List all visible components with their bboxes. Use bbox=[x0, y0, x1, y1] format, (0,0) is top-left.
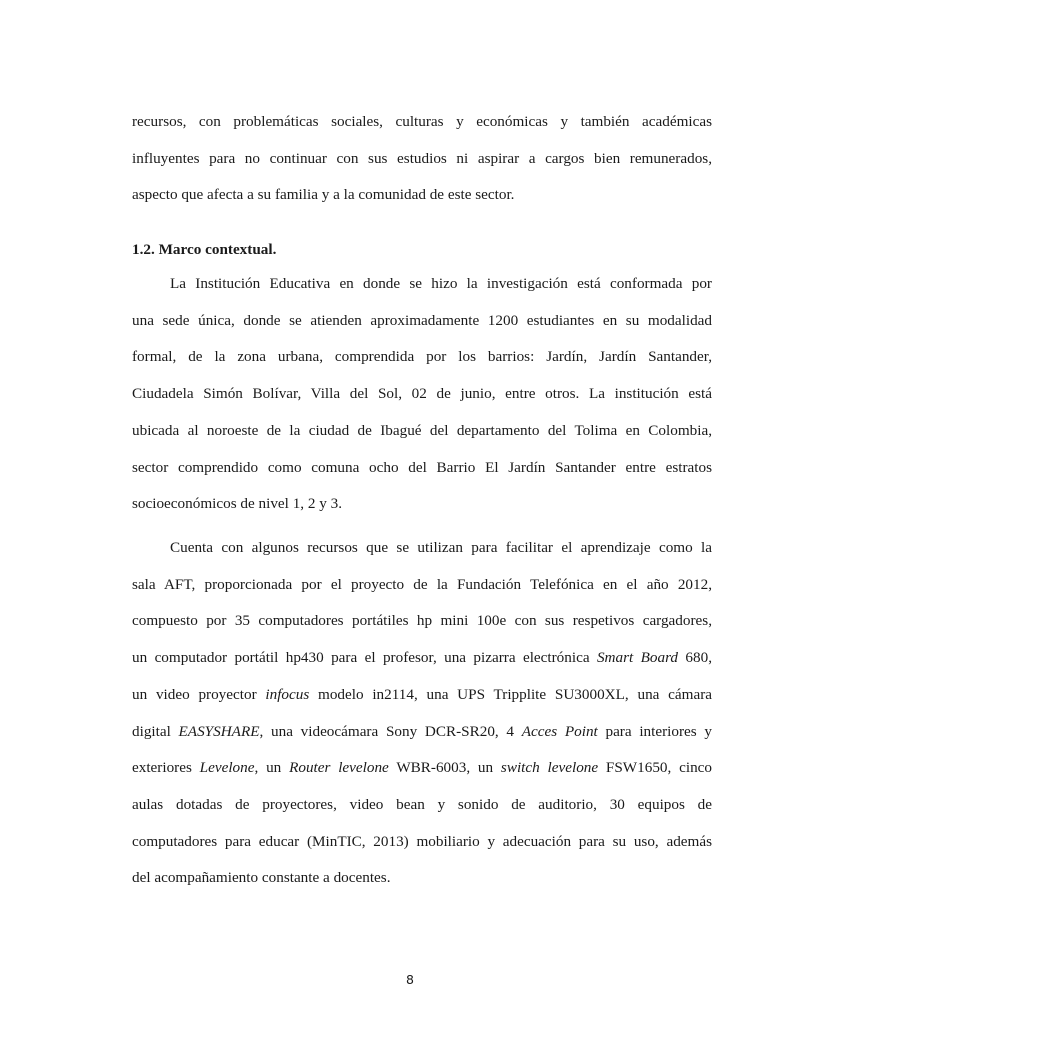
page-number: 8 bbox=[406, 972, 414, 987]
text-line: formal, de la zona urbana, comprendida por los barrios: Jardín, Jardín Santander, bbox=[132, 348, 712, 366]
emphasis-text: Router levelone bbox=[289, 759, 389, 777]
intro-paragraph bbox=[132, 104, 712, 214]
text-run: , una videocámara Sony DCR-SR20, 4 bbox=[259, 722, 522, 740]
emphasis-text: switch levelone bbox=[500, 759, 599, 777]
text-run: un video proyector bbox=[132, 685, 266, 703]
text-run: WBR-6003, un bbox=[388, 759, 501, 777]
text-line: una sede única, donde se atienden aproximadamente 1200 estudiantes en su modalidad bbox=[132, 311, 712, 329]
section-heading: 1.2. Marco contextual. bbox=[132, 241, 277, 258]
text-run: modelo in2114, una UPS Tripplite SU3000XL, una cámara bbox=[309, 685, 712, 703]
text-run: , un bbox=[254, 759, 290, 777]
text-run: 680, bbox=[678, 649, 712, 667]
text-line bbox=[132, 714, 712, 751]
emphasis-text: EASYSHARE bbox=[178, 722, 260, 740]
text-run: digital bbox=[132, 722, 179, 740]
text-line: compuesto por 35 computadores portátiles hp mini 100e con sus respetivos cargadores, bbox=[132, 612, 712, 630]
text-line bbox=[132, 677, 712, 714]
text-line: recursos, con problemáticas sociales, culturas y económicas y también académicas bbox=[132, 113, 712, 130]
text-run: exteriores bbox=[132, 759, 200, 777]
text-line: sala AFT, proporcionada por el proyecto de la Fundación Telefónica en el año 2012, bbox=[132, 575, 712, 593]
text-run: FSW1650, cinco bbox=[598, 759, 712, 777]
text-line: socioeconómicos de nivel 1, 2 y 3. bbox=[132, 495, 343, 513]
text-line: aspecto que afecta a su familia y a la comunidad de este sector. bbox=[132, 186, 515, 204]
text-line bbox=[132, 640, 712, 677]
resources-paragraph bbox=[132, 530, 712, 897]
text-line: La Institución Educativa en donde se hizo la investigación está conformada por bbox=[170, 275, 712, 292]
text-line: Cuenta con algunos recursos que se utilizan para facilitar el aprendizaje como la bbox=[170, 539, 712, 556]
emphasis-text: Levelone bbox=[199, 759, 255, 777]
text-line: ubicada al noroeste de la ciudad de Ibagué del departamento del Tolima en Colombia, bbox=[132, 421, 712, 439]
text-line: Ciudadela Simón Bolívar, Villa del Sol, 02 de junio, entre otros. La institución está bbox=[132, 385, 712, 403]
text-line: sector comprendido como comuna ocho del Barrio El Jardín Santander entre estratos bbox=[132, 458, 712, 476]
context-paragraph bbox=[132, 266, 712, 523]
emphasis-text: Smart Board bbox=[596, 649, 679, 667]
text-run: un computador portátil hp430 para el profesor, una pizarra electrónica bbox=[132, 649, 597, 667]
emphasis-text: Acces Point bbox=[521, 722, 598, 740]
text-line bbox=[132, 750, 712, 787]
text-line: del acompañamiento constante a docentes. bbox=[132, 869, 391, 887]
text-line: aulas dotadas de proyectores, video bean y sonido de auditorio, 30 equipos de bbox=[132, 795, 712, 813]
text-line: computadores para educar (MinTIC, 2013) mobiliario y adecuación para su uso, además bbox=[132, 832, 712, 850]
text-line: influyentes para no continuar con sus estudios ni aspirar a cargos bien remunerados, bbox=[132, 149, 712, 167]
text-run: para interiores y bbox=[597, 722, 712, 740]
emphasis-text: infocus bbox=[265, 685, 310, 703]
